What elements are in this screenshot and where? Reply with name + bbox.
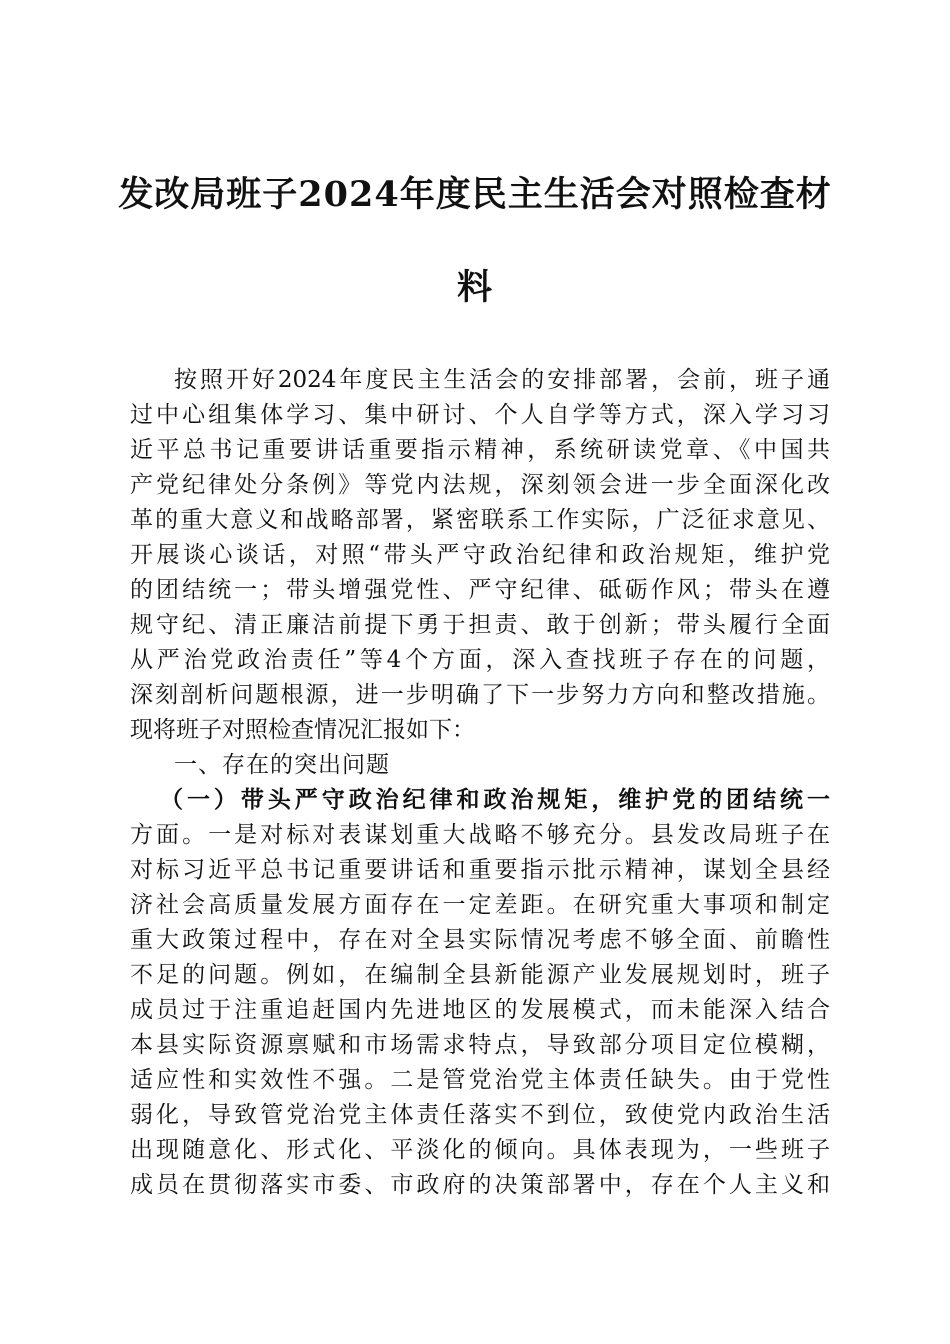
body-text-line: 开展谈心谈话，对照“带头严守政治纪律和政治规矩，维护党 [130, 542, 830, 568]
body-text-line: 从严治党政治责任”等4个方面，深入查找班子存在的问题， [130, 647, 830, 673]
body-text-line: 弱化，导致管党治党主体责任落实不到位，致使党内政治生活 [130, 1102, 830, 1128]
subsection-heading-line: （一）带头严守政治纪律和政治规矩，维护党的团结统一 [160, 786, 830, 813]
body-text-line: 过中心组集体学习、集中研讨、个人自学等方式，深入学习习 [130, 402, 830, 428]
body-text-line: 按照开好2024年度民主生活会的安排部署，会前，班子通 [174, 367, 830, 393]
body-text-line: 方面。一是对标对表谋划重大战略不够充分。县发改局班子在 [130, 822, 830, 848]
body-text-line: 济社会高质量发展方面存在一定差距。在研究重大事项和制定 [130, 892, 830, 918]
body-text-line: 出现随意化、形式化、平淡化的倾向。具体表现为，一些班子 [130, 1137, 830, 1163]
body-text-line: 深刻剖析问题根源，进一步明确了下一步努力方向和整改措施。 [130, 682, 830, 708]
body-text-line: 规守纪、清正廉洁前提下勇于担责、敢于创新；带头履行全面 [130, 612, 830, 638]
document-title-line-1: 发改局班子2024年度民主生活会对照检查材 [118, 174, 832, 215]
body-text-line: 不足的问题。例如，在编制全县新能源产业发展规划时，班子 [130, 962, 830, 988]
body-text-line: 现将班子对照检查情况汇报如下： [130, 717, 475, 743]
body-text-line: 重大政策过程中，存在对全县实际情况考虑不够全面、前瞻性 [130, 927, 830, 953]
document-title-line-2: 料 [456, 267, 493, 308]
body-text-line: 适应性和实效性不强。二是管党治党主体责任缺失。由于党性 [130, 1067, 830, 1093]
section-heading: 一、存在的突出问题 [174, 752, 390, 778]
body-text-line: 对标习近平总书记重要讲话和重要指示批示精神，谋划全县经 [130, 857, 830, 883]
body-text-line: 成员在贯彻落实市委、市政府的决策部署中，存在个人主义和 [130, 1172, 830, 1198]
body-text-line: 成员过于注重追赶国内先进地区的发展模式，而未能深入结合 [130, 997, 830, 1023]
body-text-line: 近平总书记重要讲话重要指示精神，系统研读党章、《中国共 [130, 437, 830, 463]
body-text-line: 产党纪律处分条例》等党内法规，深刻领会进一步全面深化改 [130, 472, 830, 498]
body-text-line: 的团结统一；带头增强党性、严守纪律、砥砺作风；带头在遵 [130, 577, 830, 603]
body-text-line: 本县实际资源禀赋和市场需求特点，导致部分项目定位模糊， [130, 1032, 830, 1058]
body-text-line: 革的重大意义和战略部署，紧密联系工作实际，广泛征求意见、 [130, 507, 830, 533]
